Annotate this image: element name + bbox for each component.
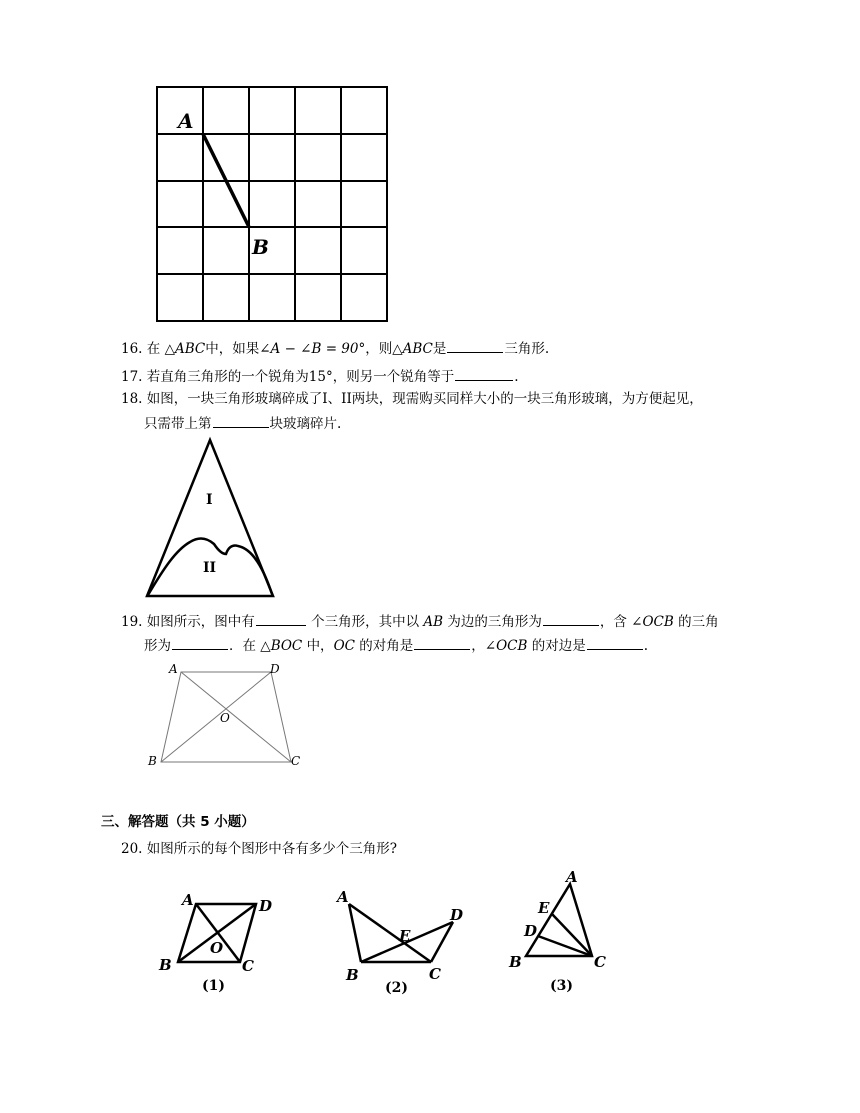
label-a: A: [178, 109, 194, 133]
section-heading: 三、解答题（共 5 小题）: [101, 814, 255, 830]
answer-blank[interactable]: [447, 338, 503, 353]
label-c: C: [242, 957, 254, 975]
caption-2: (2): [385, 980, 408, 996]
question-16: 16. 在 △ABC中，如果∠A − ∠B = 90°，则△ABC是 三角形.: [121, 338, 549, 358]
label-b: B: [346, 966, 359, 984]
label-c: C: [291, 754, 301, 768]
answer-blank[interactable]: [587, 635, 643, 650]
question-19-line-1: 19. 如图所示，图中有 个三角形，其中以 AB 为边的三角形为 ，含 ∠OCB 的三角: [121, 611, 719, 631]
label-b: B: [509, 953, 522, 971]
trapezoid-figure: [146, 660, 316, 772]
figure-20-1: [156, 888, 276, 998]
label-piece-1: I: [206, 492, 213, 508]
label-piece-2: II: [203, 560, 217, 576]
answer-blank[interactable]: [256, 611, 306, 626]
label-d: D: [270, 662, 280, 676]
grid-figure: [154, 84, 390, 324]
label-e: E: [538, 899, 550, 917]
figure-20-2: [333, 882, 473, 996]
label-a: A: [169, 662, 178, 676]
label-b: B: [252, 235, 269, 259]
label-d: D: [524, 922, 538, 940]
label-e: E: [399, 927, 411, 945]
question-17: 17. 若直角三角形的一个锐角为15°，则另一个锐角等于 .: [121, 366, 519, 386]
label-o: O: [220, 711, 230, 725]
answer-blank[interactable]: [172, 635, 228, 650]
label-a: A: [337, 888, 349, 906]
label-o: O: [210, 939, 224, 957]
question-18-line-2: 只需带上第 块玻璃碎片.: [144, 413, 341, 433]
label-c: C: [594, 953, 606, 971]
figure-3-lines: [526, 884, 592, 956]
label-b: B: [159, 956, 172, 974]
question-18-line-1: 18. 如图，一块三角形玻璃碎成了I、II两块，现需购买同样大小的一块三角形玻璃，为方便起见，: [121, 391, 703, 407]
caption-1: (1): [202, 978, 225, 994]
answer-blank[interactable]: [414, 635, 470, 650]
answer-blank[interactable]: [455, 366, 513, 381]
glass-triangle-figure: [144, 438, 276, 598]
label-b: B: [148, 754, 157, 768]
answer-blank[interactable]: [213, 413, 269, 428]
label-d: D: [450, 906, 464, 924]
label-d: D: [259, 897, 273, 915]
question-19-line-2: 形为 ．在 △BOC 中，OC 的对角是 ，∠OCB 的对边是 .: [144, 635, 648, 655]
label-a: A: [566, 868, 578, 886]
answer-blank[interactable]: [543, 611, 599, 626]
label-c: C: [429, 965, 441, 983]
label-a: A: [182, 891, 194, 909]
figure-20-3: [506, 866, 616, 996]
question-20: 20. 如图所示的每个图形中各有多少个三角形?: [121, 841, 398, 857]
caption-3: (3): [550, 978, 573, 994]
